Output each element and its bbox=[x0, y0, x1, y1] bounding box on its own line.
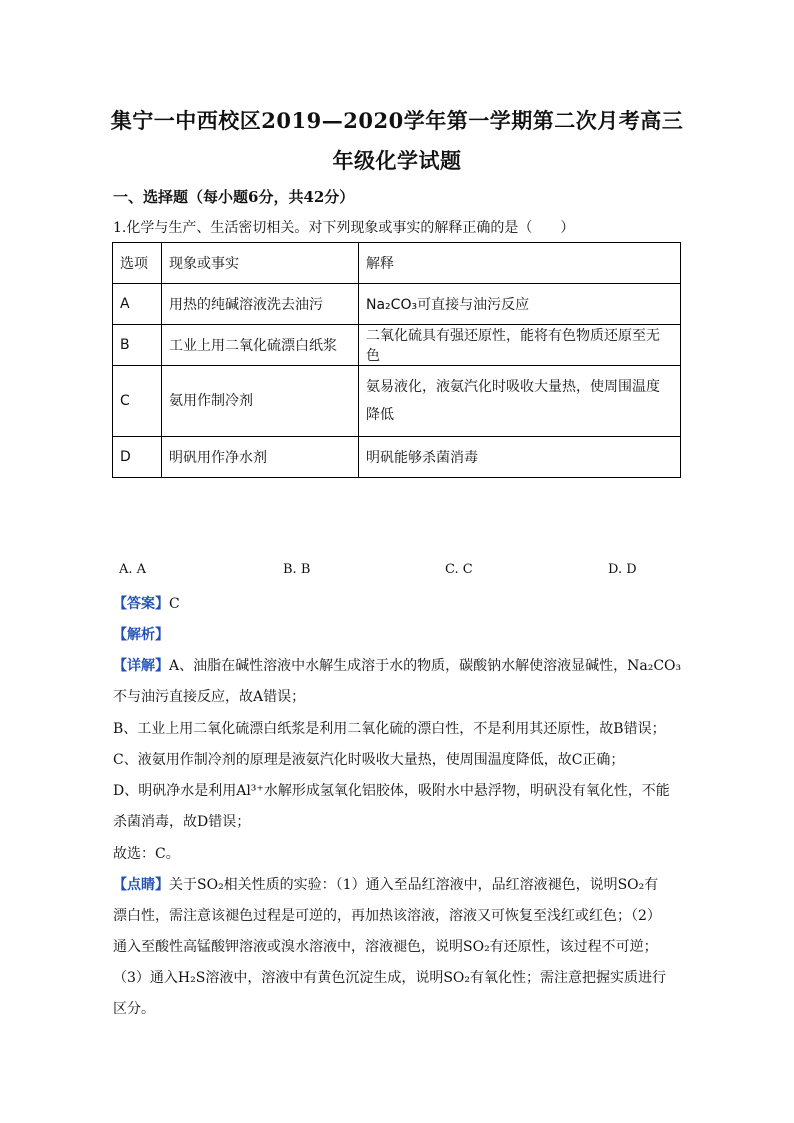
comment-line: （3）通入H₂S溶液中，溶液中有黄色沉淀生成，说明SO₂有氧化性；需注意把握实质进行 bbox=[113, 970, 666, 986]
table-cell: B bbox=[113, 325, 162, 366]
table-cell: 氨易液化，液氨汽化时吸收大量热，使周围温度降低 bbox=[359, 366, 681, 437]
answer-value: C bbox=[169, 596, 180, 612]
answer-tag: 【答案】 bbox=[113, 596, 169, 612]
table-header-cell: 现象或事实 bbox=[162, 243, 359, 284]
detail-text: A、油脂在碱性溶液中水解生成溶于水的物质，碳酸钠水解使溶液显碱性，Na₂CO₃ bbox=[169, 658, 682, 674]
analysis-heading bbox=[113, 624, 169, 644]
table-cell: 用热的纯碱溶液洗去油污 bbox=[162, 284, 359, 325]
question-stem: 1.化学与生产、生活密切相关。对下列现象或事实的解释正确的是（ ） bbox=[113, 220, 575, 236]
detail-line: C、液氨用作制冷剂的原理是液氨汽化时吸收大量热，使周围温度降低，故C正确； bbox=[113, 752, 625, 768]
table-header-cell: 选项 bbox=[113, 243, 162, 284]
comment-line: 漂白性，需注意该褪色过程是可逆的，再加热该溶液，溶液又可恢复至浅红或红色；（2） bbox=[113, 908, 661, 924]
choice-a: A. A bbox=[119, 562, 147, 577]
detail-line: 不与油污直接反应，故A错误； bbox=[113, 689, 306, 705]
choice-c: C. C bbox=[445, 562, 473, 577]
comment-line: 区分。 bbox=[113, 1001, 155, 1017]
detail-line bbox=[113, 655, 681, 675]
table-cell: Na₂CO₃可直接与油污反应 bbox=[359, 284, 681, 325]
table-cell: 氨用作制冷剂 bbox=[162, 366, 359, 437]
detail-line: D、明矾净水是利用Al³⁺水解形成氢氧化铝胶体，吸附水中悬浮物，明矾没有氧化性，不能 bbox=[113, 783, 670, 799]
choice-b: B. B bbox=[283, 562, 311, 577]
table-cell: 工业上用二氧化硫漂白纸浆 bbox=[162, 325, 359, 366]
section-heading: 一、选择题（每小题6分，共42分） bbox=[113, 188, 355, 206]
table-row bbox=[113, 366, 681, 437]
detail-line: 杀菌消毒，故D错误； bbox=[113, 814, 251, 830]
table-row bbox=[113, 325, 681, 366]
exam-title-line1: 集宁一中西校区2019—2020学年第一学期第二次月考高三 bbox=[110, 108, 684, 133]
answer-line bbox=[113, 593, 180, 613]
comment-text: 关于SO₂相关性质的实验：（1）通入至品红溶液中，品红溶液褪色，说明SO₂有 bbox=[169, 877, 659, 893]
table-cell: A bbox=[113, 284, 162, 325]
table-header-cell: 解释 bbox=[359, 243, 681, 284]
comment-tag: 【点睛】 bbox=[113, 877, 169, 893]
table-cell: C bbox=[113, 366, 162, 437]
exam-title-line2: 年级化学试题 bbox=[332, 148, 462, 173]
choice-d: D. D bbox=[608, 562, 637, 577]
table-header-row bbox=[113, 243, 681, 284]
comment-line: 通入至酸性高锰酸钾溶液或溴水溶液中，溶液褪色，说明SO₂有还原性，该过程不可逆； bbox=[113, 939, 658, 955]
detail-tag: 【详解】 bbox=[113, 658, 169, 674]
analysis-tag: 【解析】 bbox=[113, 627, 169, 643]
table-row bbox=[113, 284, 681, 325]
table-cell: D bbox=[113, 437, 162, 478]
comment-line bbox=[113, 874, 658, 894]
options-table bbox=[112, 242, 681, 478]
detail-line: 故选：C。 bbox=[113, 846, 180, 862]
table-cell: 明矾能够杀菌消毒 bbox=[359, 437, 681, 478]
table-cell: 明矾用作净水剂 bbox=[162, 437, 359, 478]
detail-line: B、工业上用二氧化硫漂白纸浆是利用二氧化硫的漂白性，不是利用其还原性，故B错误； bbox=[113, 721, 666, 737]
table-row bbox=[113, 437, 681, 478]
table-cell: 二氧化硫具有强还原性，能将有色物质还原至无色 bbox=[359, 325, 681, 366]
